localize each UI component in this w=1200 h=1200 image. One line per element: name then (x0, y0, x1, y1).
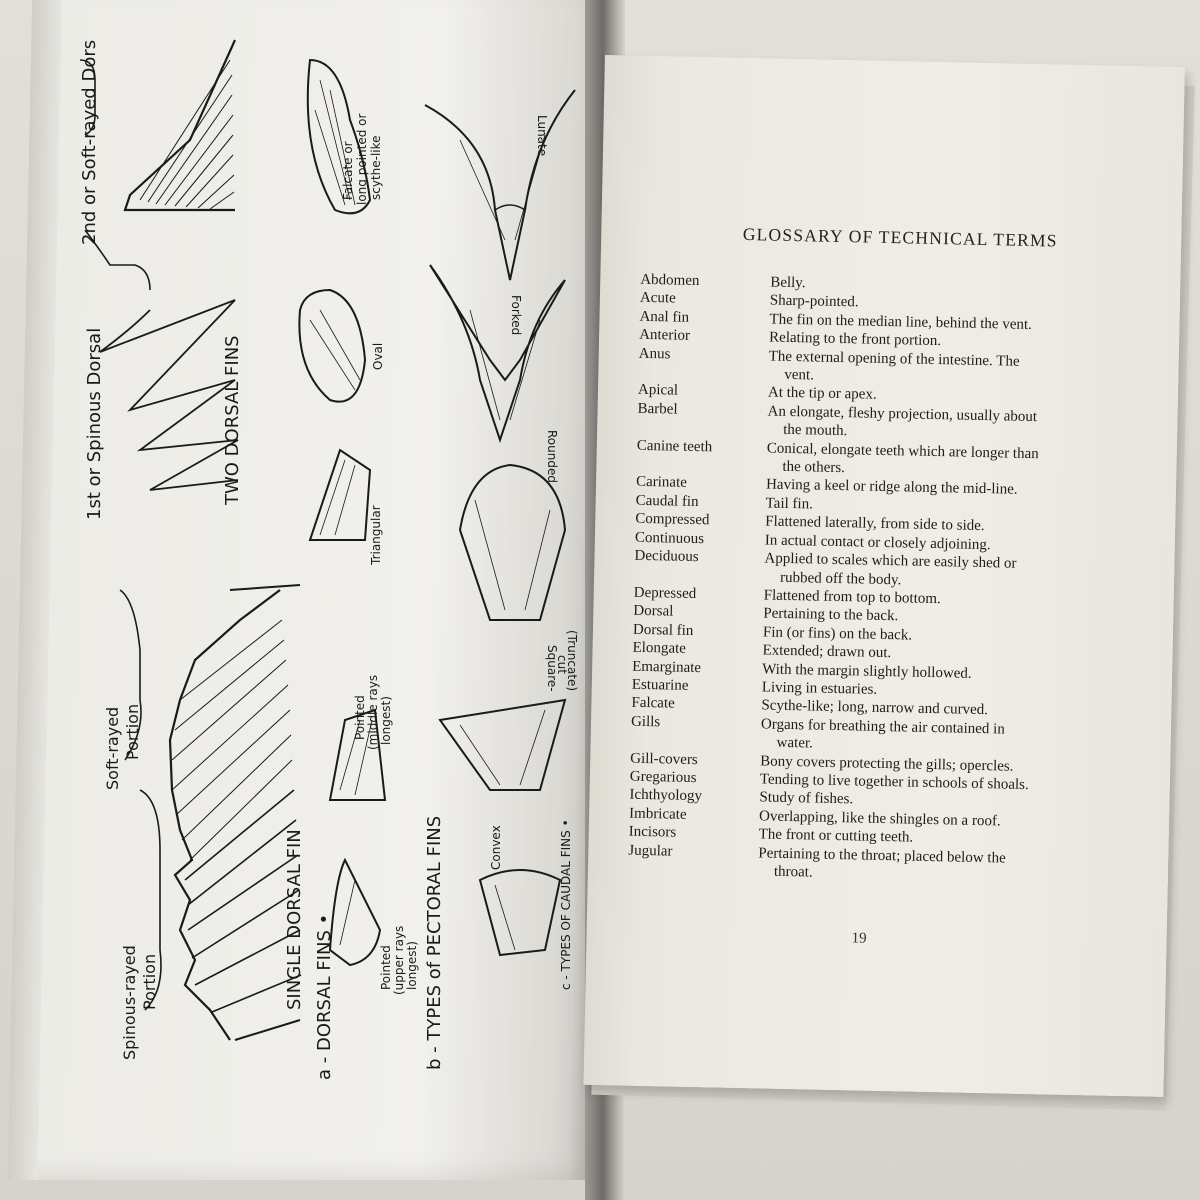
single-dorsal-fin-drawing (170, 590, 301, 1040)
label-rounded: Rounded (545, 430, 559, 483)
pectoral-oval-drawing (299, 290, 365, 402)
glossary-definition-text: The front or cutting teeth. (758, 826, 914, 846)
page-title: GLOSSARY OF TECHNICAL TERMS (742, 223, 1058, 251)
spinous-dorsal-fin-drawing (100, 300, 238, 490)
glossary-definition-continuation: throat. (773, 863, 813, 881)
label-single-dorsal-fin: SINGLE DORSAL FIN (284, 829, 305, 1010)
label-dorsal-fins-heading: a - DORSAL FINS • (314, 913, 335, 1080)
glossary-definition-text: Tail fin. (765, 495, 814, 513)
label-pointed-upper-2: (upper rays (392, 925, 406, 995)
glossary-definition-text: Scythe-like; long, narrow and curved. (761, 697, 989, 719)
glossary-term: Jugular (628, 842, 673, 860)
label-pointed-middle-1: Pointed (353, 695, 367, 740)
pectoral-triangular-drawing (310, 450, 370, 540)
label-first-dorsal: 1st or Spinous Dorsal (84, 327, 105, 520)
soft-dorsal-fin-drawing (125, 40, 235, 210)
glossary-term: Carinate (635, 474, 688, 492)
label-caudal-heading: c - TYPES OF CAUDAL FINS • (559, 819, 573, 990)
glossary-term: Deciduous (634, 547, 699, 566)
glossary-definition-text: The external opening of the intestine. The (768, 348, 1020, 370)
caudal-forked-drawing (430, 265, 565, 440)
glossary-term: Barbel (637, 400, 678, 418)
glossary-term: Anterior (638, 326, 691, 345)
glossary-term: Elongate (632, 639, 687, 657)
glossary-definition-text: Tending to live together in schools of shoals. (759, 771, 1029, 794)
glossary-term: Acute (639, 290, 676, 307)
glossary-term: Incisors (628, 823, 677, 841)
glossary-term: Canine teeth (636, 437, 713, 455)
glossary-term: Gregarious (629, 768, 697, 787)
label-convex: Convex (489, 825, 503, 870)
label-soft-rayed-1: Soft-rayed (103, 706, 122, 790)
fin-baseline (235, 1020, 300, 1040)
glossary-definition-continuation: vent. (784, 366, 815, 384)
label-oval: Oval (371, 342, 385, 370)
glossary-term: Depressed (633, 584, 697, 602)
caudal-square-cut-drawing (440, 700, 565, 790)
glossary-list (628, 271, 1141, 889)
glossary-definition-text: Relating to the front portion. (768, 329, 942, 350)
glossary-term: Emarginate (632, 658, 702, 676)
glossary-definition-text: Pertaining to the back. (763, 605, 899, 625)
label-square-3: (Truncate) (565, 630, 579, 692)
caudal-lunate-drawing (425, 90, 575, 280)
label-forked: Forked (509, 295, 523, 336)
glossary-definition-text: Overlapping, like the shingles on a roof. (758, 808, 1001, 830)
label-triangular: Triangular (369, 505, 383, 565)
glossary-term: Dorsal fin (632, 621, 694, 639)
glossary-definition-text: Study of fishes. (759, 789, 854, 808)
glossary-definition-continuation: the others. (782, 458, 846, 477)
glossary-term: Falcate (631, 695, 675, 712)
glossary-term: Imbricate (628, 805, 687, 823)
glossary-term: Abdomen (640, 271, 700, 290)
label-two-dorsal-fins: TWO DORSAL FINS (222, 335, 243, 505)
pectoral-pointed-upper-drawing (330, 860, 380, 965)
glossary-term: Gill-covers (630, 750, 698, 768)
glossary-definition (758, 844, 1129, 889)
label-pointed-upper-3: longest) (405, 941, 419, 990)
label-second-dorsal: 2nd or Soft-rayed Dors (79, 39, 100, 245)
label-lunate: Lunate (535, 115, 549, 157)
label-soft-rayed-2: Portion (123, 703, 142, 760)
label-falcate-1: Falcate or (341, 141, 355, 200)
glossary-definition-text: In actual contact or closely adjoining. (764, 532, 991, 553)
glossary-term: Anus (638, 345, 671, 363)
fin-baseline (230, 585, 300, 590)
label-falcate-2: long pointed or (355, 113, 369, 205)
label-spinous-rayed-2: Portion (140, 953, 159, 1010)
glossary-definition-text: Pertaining to the throat; placed below the (758, 844, 1006, 867)
glossary-definition-text: Fin (or fins) on the back. (762, 624, 913, 644)
glossary-definition-continuation: the mouth. (783, 422, 848, 440)
caudal-convex-drawing (480, 870, 560, 955)
glossary-term: Ichthyology (629, 787, 703, 805)
glossary-definition-text: Conical, elongate teeth which are longer than (766, 440, 1039, 462)
glossary-definition-text: Flattened laterally, from side to side. (765, 513, 985, 535)
glossary-definition-text: Flattened from top to bottom. (763, 587, 941, 608)
glossary-term: Continuous (634, 529, 705, 547)
glossary-definition-text: An elongate, fleshy projection, usually about (767, 403, 1038, 425)
glossary-definition-text: Living in estuaries. (761, 679, 878, 698)
caudal-rounded-drawing (460, 465, 565, 620)
glossary-term: Estuarine (631, 676, 689, 694)
glossary-definition-text: Belly. (770, 274, 806, 292)
right-page (583, 55, 1184, 1097)
label-spinous-rayed-1: Spinous-rayed (120, 945, 139, 1060)
glossary-definition-text: Applied to scales which are easily shed or (764, 550, 1017, 572)
label-pointed-middle-3: longest) (379, 696, 393, 745)
glossary-term: Compressed (635, 511, 710, 529)
glossary-term: Caudal fin (635, 492, 699, 510)
label-square-1: Square- (545, 645, 559, 692)
glossary-definition-text: Bony covers protecting the gills; opercles. (760, 752, 1014, 775)
glossary-definition-text: Organs for breathing the air contained in (760, 716, 1005, 738)
glossary-term: Anal fin (639, 308, 690, 326)
label-pectoral-heading: b - TYPES of PECTORAL FINS (424, 815, 445, 1070)
glossary-definition-text: At the tip or apex. (767, 384, 877, 404)
glossary-term: Apical (637, 382, 679, 400)
glossary-definition-text: Sharp-pointed. (769, 292, 859, 311)
glossary-definition-continuation: rubbed off the body. (779, 569, 902, 588)
glossary-definition-text: The fin on the median line, behind the vent. (769, 311, 1033, 333)
label-square-2: cut (555, 655, 569, 674)
label-pointed-middle-2: (middle rays (366, 674, 380, 750)
page-number: 19 (851, 930, 867, 947)
glossary-term: Dorsal (633, 603, 674, 620)
fin-labels (79, 40, 579, 1080)
glossary-definition-text: With the margin slightly hollowed. (762, 660, 972, 682)
glossary-definition-continuation: water. (776, 734, 814, 752)
label-falcate-3: scythe-like (369, 135, 383, 200)
glossary-term: Gills (630, 713, 661, 731)
label-pointed-upper-1: Pointed (379, 945, 393, 990)
glossary-definition-text: Having a keel or ridge along the mid-line. (765, 476, 1018, 499)
glossary-definition-text: Extended; drawn out. (762, 642, 892, 662)
